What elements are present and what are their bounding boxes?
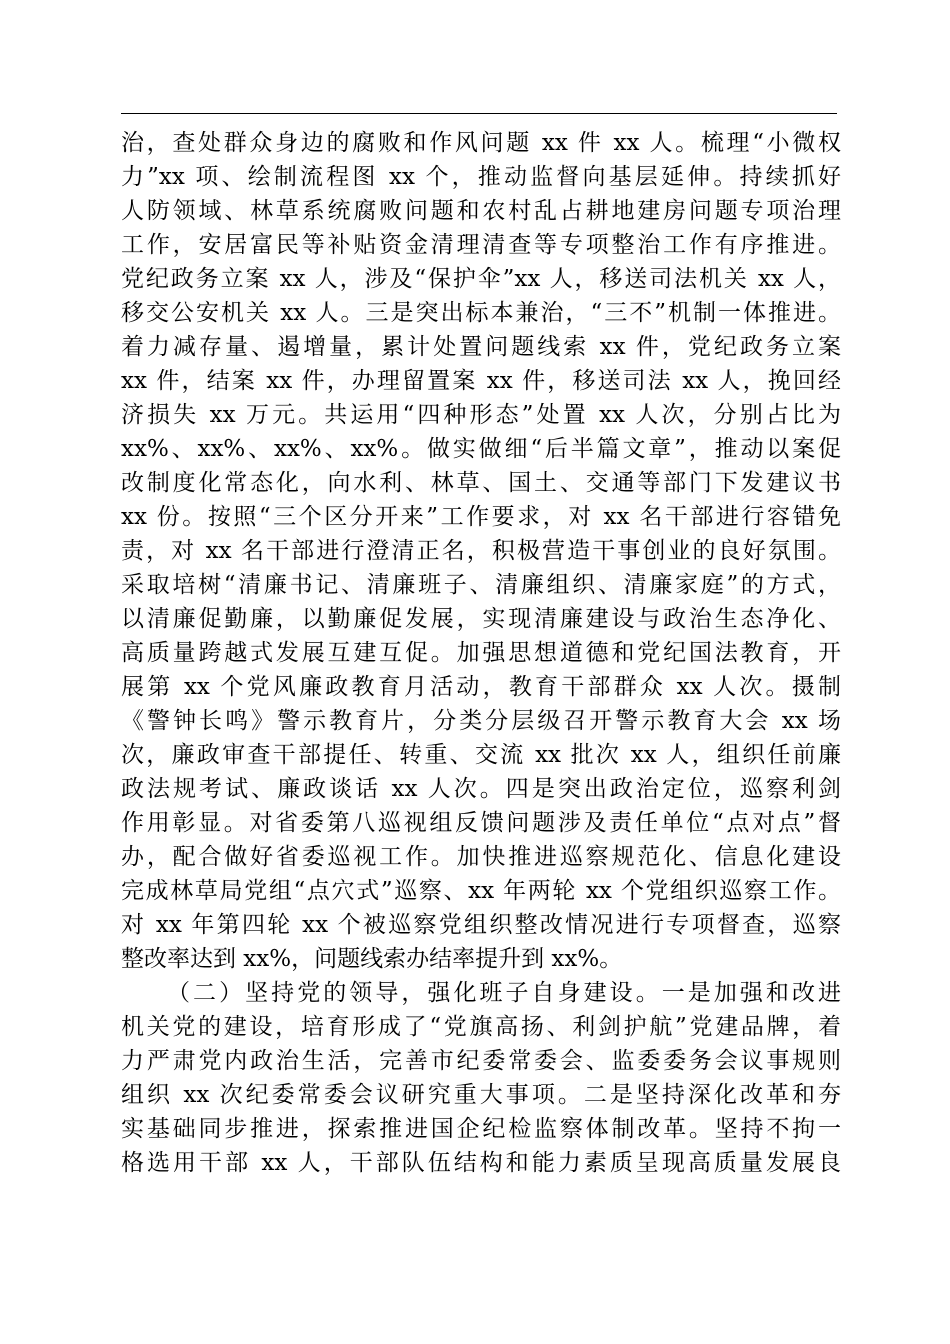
text-line: 人防领域、林草系统腐败问题和农村乱占耕地建房问题专项治理	[121, 198, 841, 224]
text-line: 次，廉政审查干部提任、转重、交流 xx 批次 xx 人，组织任前廉	[121, 742, 841, 768]
text-line: 格选用干部 xx 人，干部队伍结构和能力素质呈现高质量发展良	[121, 1150, 841, 1176]
text-line: 责，对 xx 名干部进行澄清正名，积极营造干事创业的良好氛围。	[121, 538, 841, 564]
text-line: 工作，安居富民等补贴资金清理清查等专项整治工作有序推进。	[121, 232, 841, 258]
text-line: 力严肃党内政治生活，完善市纪委常委会、监委委务会议事规则	[121, 1048, 841, 1074]
text-line: xx 份。按照“三个区分开来”工作要求，对 xx 名干部进行容错免	[121, 504, 841, 530]
text-line: 完成林草局党组“点穴式”巡察、xx 年两轮 xx 个党组织巡察工作。	[121, 878, 841, 904]
text-line: 政法规考试、廉政谈话 xx 人次。四是突出政治定位，巡察利剑	[121, 776, 841, 802]
text-line: 采取培树“清廉书记、清廉班子、清廉组织、清廉家庭”的方式，	[121, 572, 841, 598]
text-line: 力”xx 项、绘制流程图 xx 个，推动监督向基层延伸。持续抓好	[121, 164, 841, 190]
paragraph-end-line: 整改率达到 xx%，问题线索办结率提升到 xx%。	[121, 946, 623, 972]
body-text	[121, 126, 841, 1180]
text-line: 办，配合做好省委巡视工作。加快推进巡察规范化、信息化建设	[121, 844, 841, 870]
text-line: 《警钟长鸣》警示教育片，分类分层级召开警示教育大会 xx 场	[121, 708, 841, 734]
text-line: 以清廉促勤廉，以勤廉促发展，实现清廉建设与政治生态净化、	[121, 606, 841, 632]
text-line: 对 xx 年第四轮 xx 个被巡察党组织整改情况进行专项督查，巡察	[121, 912, 841, 938]
text-line: 着力减存量、遏增量，累计处置问题线索 xx 件，党纪政务立案	[121, 334, 841, 360]
text-line: xx 件，结案 xx 件，办理留置案 xx 件，移送司法 xx 人，挽回经	[121, 368, 841, 394]
text-line: 党纪政务立案 xx 人，涉及“保护伞”xx 人，移送司法机关 xx 人，	[121, 266, 841, 292]
text-line: 治，查处群众身边的腐败和作风问题 xx 件 xx 人。梳理“小微权	[121, 130, 841, 156]
text-line: 组织 xx 次纪委常委会议研究重大事项。二是坚持深化改革和夯	[121, 1082, 841, 1108]
text-line: 展第 xx 个党风廉政教育月活动，教育干部群众 xx 人次。摄制	[121, 674, 841, 700]
text-line: 机关党的建设，培育形成了“党旗高扬、利剑护航”党建品牌，着	[121, 1014, 841, 1040]
text-line: 济损失 xx 万元。共运用“四种形态”处置 xx 人次，分别占比为	[121, 402, 841, 428]
text-line: xx%、xx%、xx%、xx%。做实做细“后半篇文章”，推动以案促	[121, 436, 841, 462]
header-rule	[121, 113, 837, 114]
text-line: 作用彰显。对省委第八巡视组反馈问题涉及责任单位“点对点”督	[121, 810, 841, 836]
section-heading-line: （二）坚持党的领导，强化班子自身建设。一是加强和改进	[167, 980, 841, 1006]
text-line: 移交公安机关 xx 人。三是突出标本兼治，“三不”机制一体推进。	[121, 300, 841, 326]
text-line: 高质量跨越式发展互建互促。加强思想道德和党纪国法教育，开	[121, 640, 841, 666]
text-line: 实基础同步推进，探索推进国企纪检监察体制改革。坚持不拘一	[121, 1116, 841, 1142]
text-line: 改制度化常态化，向水利、林草、国土、交通等部门下发建议书	[121, 470, 841, 496]
